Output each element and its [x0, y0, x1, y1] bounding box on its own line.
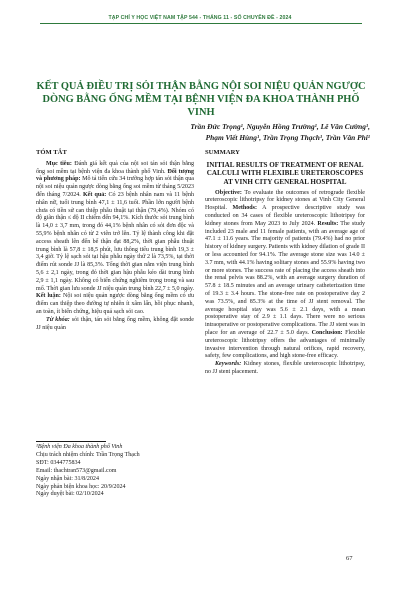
conclusion-label-en: Conclusion: [309, 329, 343, 336]
page-number: 67 [346, 555, 353, 562]
objective-label-en: Objective: [215, 189, 242, 196]
results-label-vi: Kết quả: [80, 191, 107, 198]
journal-header: TẠP CHÍ Y HỌC VIỆT NAM TẬP 544 - THÁNG 11 - SỐ CHUYÊN ĐỀ - 2024 [108, 15, 292, 21]
footnote-divider [36, 441, 106, 442]
authors-line-2: Phạm Viết Hùng¹, Trần Trọng Thạch¹, Trần Văn Phi¹ [205, 132, 370, 142]
keywords-vi [36, 317, 194, 333]
english-abstract [205, 149, 365, 377]
results-text-en: The study included 23 male and 11 female patients, with an average age of 47.1 ± 11.6 years. The majority of patients (79.4%) had no prior history of kidney surgery. Patients with kidney dilation of grade II or less accounted for 94.1%. The average stone size was 14.0 ± 3.7 mm, with 44.1% having solitary stones and 55.9% having two or more stones. The success rate of placing the access sheath into the renal pelvis was 88.2%, with an average surgery duration of 57.8 ± 18.5 minutes and an average urinary catheterization time of 19.3 ± 3.4 hours. The stone-free rate on postoperative day 2 was 73.5%, and 85.3% at the time of JJ stent removal. The average hospital stay was 5.6 ± 2.1 days, with a mean postoperative stay of 2.9 ± 1.1 days. There were no serious intraoperative or postoperative complications. The JJ stent was in place for an average of 22.7 ± 5.0 days. [205, 220, 365, 336]
header-divider [40, 23, 362, 24]
authors-line-1: Trần Đức Trọng¹, Nguyễn Hồng Trường¹, Lê Văn Cường¹, [190, 122, 370, 131]
phone: SĐT: 0344775834 [36, 459, 81, 466]
keywords-label-vi: Từ khóa: [46, 316, 70, 323]
keywords-text-en: Kidney stones, flexible ureteroscopic lithotripsy, no JJ stent placement. [205, 361, 365, 375]
english-title: INITIAL RESULTS OF TREATMENT OF RENAL CALCULI WITH FLEXIBLE URETEROSCOPES AT VINH CITY GENERAL HOSPITAL [206, 160, 364, 186]
review-date: Ngày phản biện khoa học: 20/9/2024 [36, 483, 126, 490]
abstract-heading-vi: TÓM TẮT [36, 149, 67, 156]
article-title: KẾT QUẢ ĐIỀU TRỊ SỎI THẬN BẰNG NỘI SOI NIỆU QUẢN NGƯỢC DÒNG BẰNG ỐNG MỀM TẠI BỆNH VIỆN ĐA KHOA THÀNH PHỐ VINH [36, 81, 366, 118]
results-label-en: Results: [315, 220, 339, 227]
accepted-date: Ngày duyệt bài: 02/10/2024 [36, 491, 104, 498]
footnote [36, 444, 201, 499]
corresponding-author: Chịu trách nhiệm chính: Trần Trọng Thạch [36, 451, 140, 458]
keywords-text-vi: sỏi thận, tán sỏi bằng ống mềm, không đặt sonde JJ niệu quản [36, 316, 194, 331]
email: Email: thachtran573@gmail.com [36, 467, 117, 474]
vietnamese-abstract [36, 149, 194, 332]
objective-text-vi: Đánh giá kết quả của nội soi tán sỏi thận bằng ống soi mềm tại bệnh viện đa khoa thành phố Vinh. [36, 160, 194, 175]
objective-label-vi: Mục tiêu: [46, 160, 72, 167]
keywords-label-en: Keywords: [215, 361, 242, 368]
conclusion-label-vi: Kết luận: [36, 293, 61, 300]
conclusion-text-en: Flexible ureteroscopic lithotripsy offers the advantages of minimally invasive intervention through natural orifices, rapid recovery, safety, few complications, and high stone-free efficacy. [205, 329, 365, 360]
results-text-vi: Có 23 bệnh nhân nam và 11 bệnh nhân nữ, tuổi trung bình 47,1 ± 11,6 tuổi. Phần lớn người bệnh chưa có tiền sử can thiệp phẫu thuật tại thận (79,4%). Nhóm có độ giãn thận ≤ độ II chiếm đến 94,1%. Kích thước sỏi trung bình là 14,0 ± 3,7 mm, trong đó 44,1% bệnh nhân có sỏi đơn độc và 55,9% bệnh nhân có từ 2 viên trở lên. Tỷ lệ thành công khi đặt access sheath lên đến bể thận đạt 88,2%, thời gian phẫu thuật trung bình là 57,8 ± 18,5 phút, lưu thông tiểu trung bình 19,3 ± 3,4 giờ. Tỷ lệ sạch sỏi tại hậu phẫu ngày thứ 2 là 73,5%, tại thời điểm rút sonde JJ là 85,3%. Tổng thời gian nằm viện trung bình 5,6 ± 2,1 ngày, trong đó thời gian hậu phẫu kéo dài trung bình 2,9 ± 1,1 ngày. Không có biến chứng nghiêm trọng trong và sau mổ. Thời gian lưu sonde JJ niệu quản trung bình 22,7 ± 5,0 ngày. [36, 191, 194, 292]
abstract-heading-en: SUMMARY [205, 149, 240, 156]
received-date: Ngày nhận bài: 31/8/2024 [36, 475, 99, 482]
keywords-en [205, 361, 365, 377]
abstract-body-en [205, 190, 365, 362]
methods-label-en: Methods: [227, 205, 258, 212]
methods-text-en: A prospective descriptive study was conducted on 34 cases of flexible ureteroscopic lithotripsy for kidney stones from May 2023 to July 2024. [205, 205, 365, 227]
objective-text-en: To evaluate the outcomes of retrograde flexible ureteroscopic lithotripsy for kidney stones at Vinh City General Hospital. [205, 189, 365, 212]
methods-label-vi: Đối tượng và phương pháp: [36, 168, 194, 183]
author-list [172, 122, 370, 143]
conclusion-text-vi: Nội soi niệu quản ngược dòng bằng ống mềm có ưu điểm can thiệp theo đường tự nhiên ít xâm lấn, hồi phục nhanh, an toàn, ít biến chứng, hiệu quả sạch sỏi cao. [36, 293, 194, 315]
affiliation: ¹Bệnh viện Đa khoa thành phố Vinh [36, 444, 123, 450]
abstract-body-vi [36, 161, 194, 317]
methods-text-vi: Mô tả tiến cứu 34 trường hợp tán sỏi thận qua nội soi niệu quản ngược dòng bằng ống soi mềm từ tháng 5/2023 đến tháng 7/2024. [36, 176, 194, 198]
